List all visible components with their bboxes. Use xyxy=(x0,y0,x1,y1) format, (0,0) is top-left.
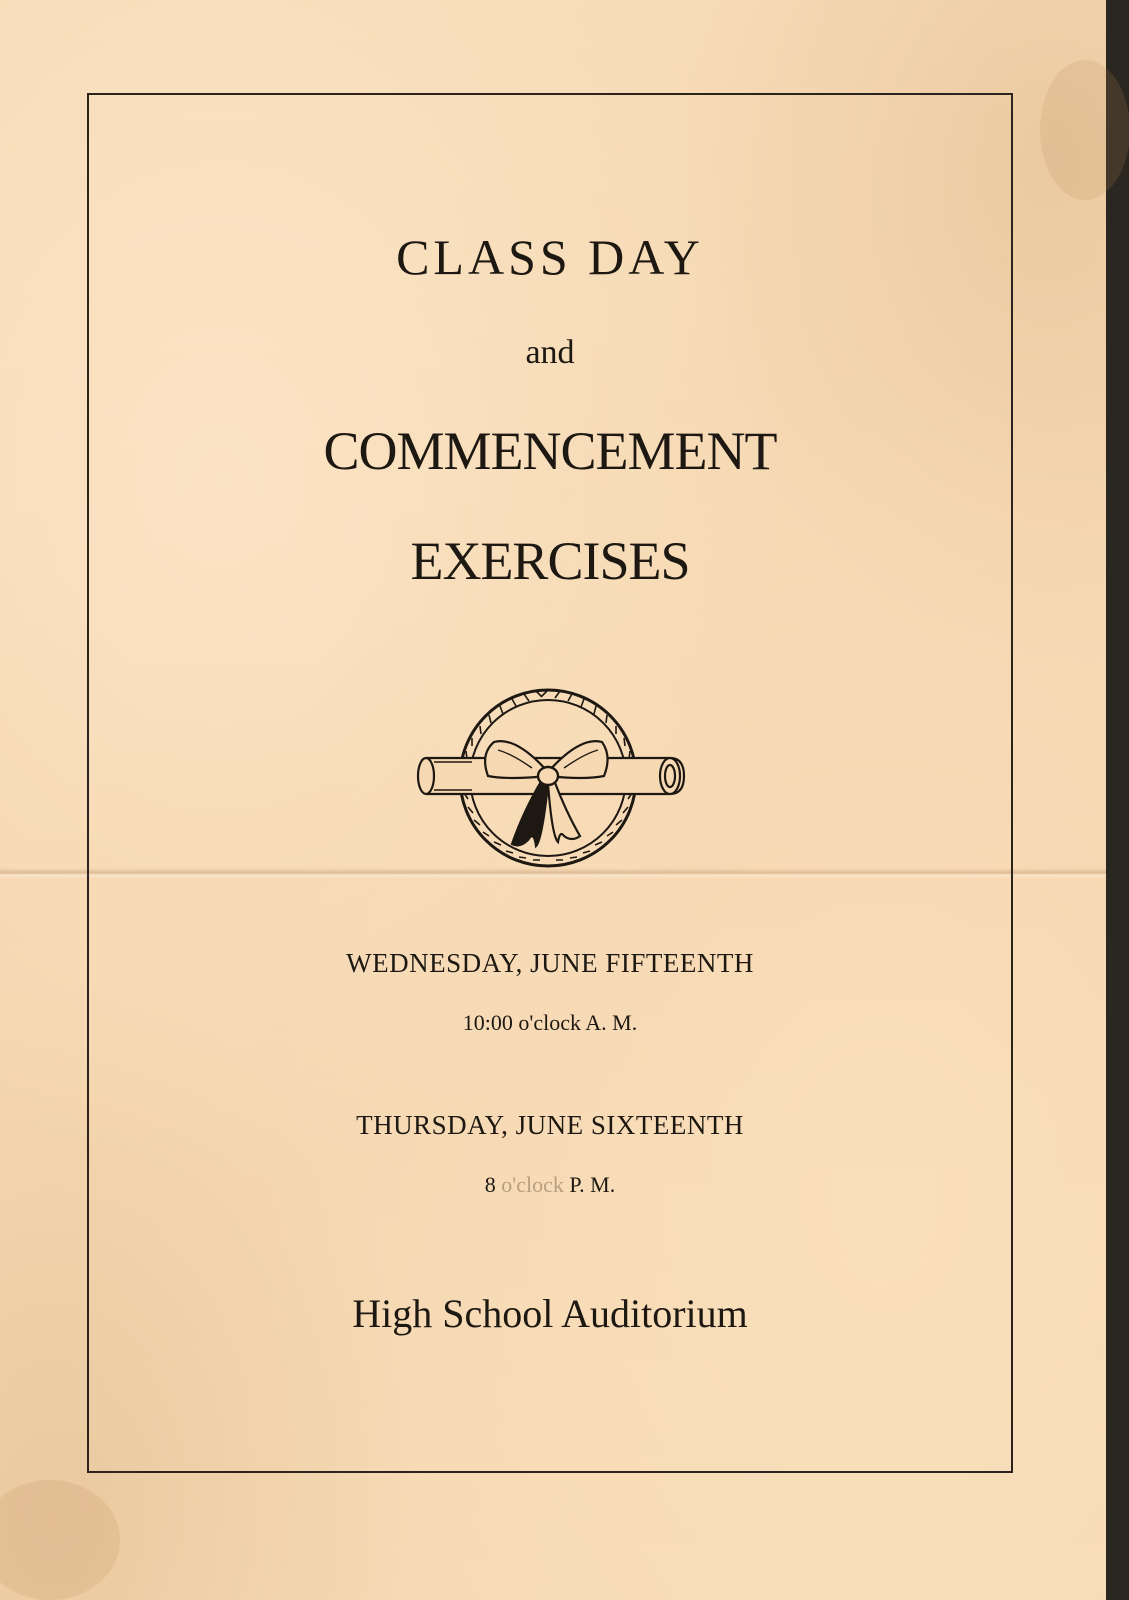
event-time-1: 10:00 o'clock A. M. xyxy=(462,1010,638,1035)
title-exercises: EXERCISES xyxy=(410,531,690,591)
diploma-wreath-icon xyxy=(412,680,692,875)
event-time-2 xyxy=(0,1172,1100,1198)
event-day-1: WEDNESDAY, JUNE FIFTEENTH xyxy=(346,948,754,978)
title-class-day: CLASS DAY xyxy=(396,229,704,285)
event-time-2-suffix: P. M. xyxy=(569,1172,616,1197)
paper-stain xyxy=(0,1480,120,1600)
venue: High School Auditorium xyxy=(352,1291,748,1336)
paper-stain xyxy=(1040,60,1129,200)
event-time-2-hour: 8 xyxy=(484,1172,496,1197)
event-time-2-faded: o'clock xyxy=(501,1172,564,1197)
event-day-2: THURSDAY, JUNE SIXTEENTH xyxy=(356,1110,744,1140)
title-commencement: COMMENCEMENT xyxy=(323,421,777,481)
title-connector: and xyxy=(525,334,575,371)
